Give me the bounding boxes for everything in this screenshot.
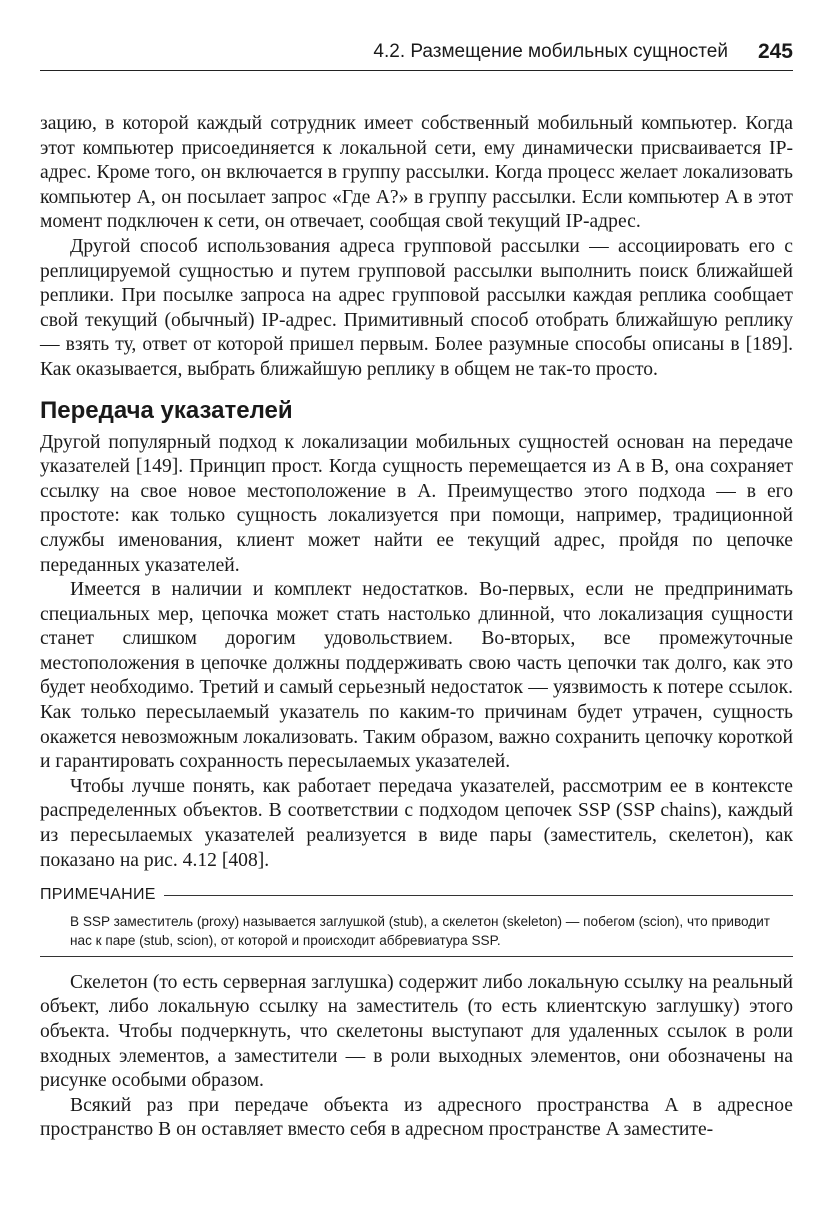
section-heading: Передача указателей — [40, 396, 293, 424]
note-label: ПРИМЕЧАНИЕ — [40, 886, 156, 904]
note-rule — [164, 895, 793, 896]
note-text: В SSP заместитель (proxy) называется заглушкой (stub), а скелетон (skeleton) — побегом (scion), что приводит нас к паре (stub, scion), от которой и происходит аббревиатура SSP. — [40, 912, 793, 957]
paragraph: зацию, в которой каждый сотрудник имеет собственный мобильный компьютер. Когда этот компьютер присоединяется к локальной сети, ему динамически присваивается IP-адрес. Кроме того, он включается в группу рассылки. Когда процесс желает локализовать компьютер A, он посылает запрос «Где A?» в группу рассылки. Если компьютер A в этот момент подключен к сети, он отвечает, сообщая свой текущий IP-адрес. — [40, 113, 793, 233]
paragraph: Другой популярный подход к локализации мобильных сущностей основан на передаче указателей [149]. Принцип прост. Когда сущность перемещается из A в B, она сохраняет ссылку на свое новое местоположение в A. Преимущество этого подхода — в его простоте: как только сущность локализуется при помощи, например, традиционной службы именования, клиент может найти ее текущий адрес, пройдя по цепочке переданных указателей. — [40, 431, 793, 576]
page-number: 245 — [757, 40, 793, 63]
paragraph: Всякий раз при передаче объекта из адресного пространства A в адресное пространство B он оставляет вместо себя в адресном пространстве A заместите- — [40, 1094, 793, 1141]
note-header — [40, 883, 793, 908]
chapter-title: 4.2. Размещение мобильных сущностей — [373, 41, 728, 62]
page-body — [40, 112, 793, 1143]
paragraph: Имеется в наличии и комплект недостатков. Во-первых, если не предпринимать специальных мер, цепочка может стать настолько длинной, что локализация сущности станет слишком дорогим удовольствием. Во-вторых, все промежуточные местоположения в цепочке должны поддерживать свою часть цепочки так долго, как это будет необходимо. Третий и самый серьезный недостаток — уязвимость к потере ссылок. Как только пересылаемый указатель по каким-то причинам будет утрачен, сущность окажется невозможным локализовать. Таким образом, важно сохранить цепочку короткой и гарантировать сохранность пересылаемых указателей. — [40, 579, 793, 773]
note-box — [40, 883, 793, 957]
paragraph: Другой способ использования адреса групповой рассылки — ассоциировать его с реплицируемой сущностью и путем групповой рассылки выполнить поиск ближайшей реплики. При посылке запроса на адрес групповой рассылки каждая реплика сообщает свой текущий (обычный) IP-адрес. Примитивный способ отобрать ближайшую реплику — взять ту, ответ от которой пришел первым. Более разумные способы описаны в [189]. Как оказывается, выбрать ближайшую реплику в общем не так-то просто. — [40, 235, 793, 380]
running-header — [40, 34, 793, 71]
paragraph: Чтобы лучше понять, как работает передача указателей, рассмотрим ее в контексте распределенных объектов. В соответствии с подходом цепочек SSP (SSP chains), каждый из пересылаемых указателей реализуется в виде пары (заместитель, скелетон), как показано на рис. 4.12 [408]. — [40, 775, 793, 871]
paragraph: Скелетон (то есть серверная заглушка) содержит либо локальную ссылку на реальный объект, либо локальную ссылку на заместитель (то есть клиентскую заглушку) этого объекта. Чтобы подчеркнуть, что скелетоны выступают для удаленных ссылок в роли входных элементов, а заместители — в роли выходных элементов, они обозначены на рисунке особыми образом. — [40, 971, 793, 1092]
